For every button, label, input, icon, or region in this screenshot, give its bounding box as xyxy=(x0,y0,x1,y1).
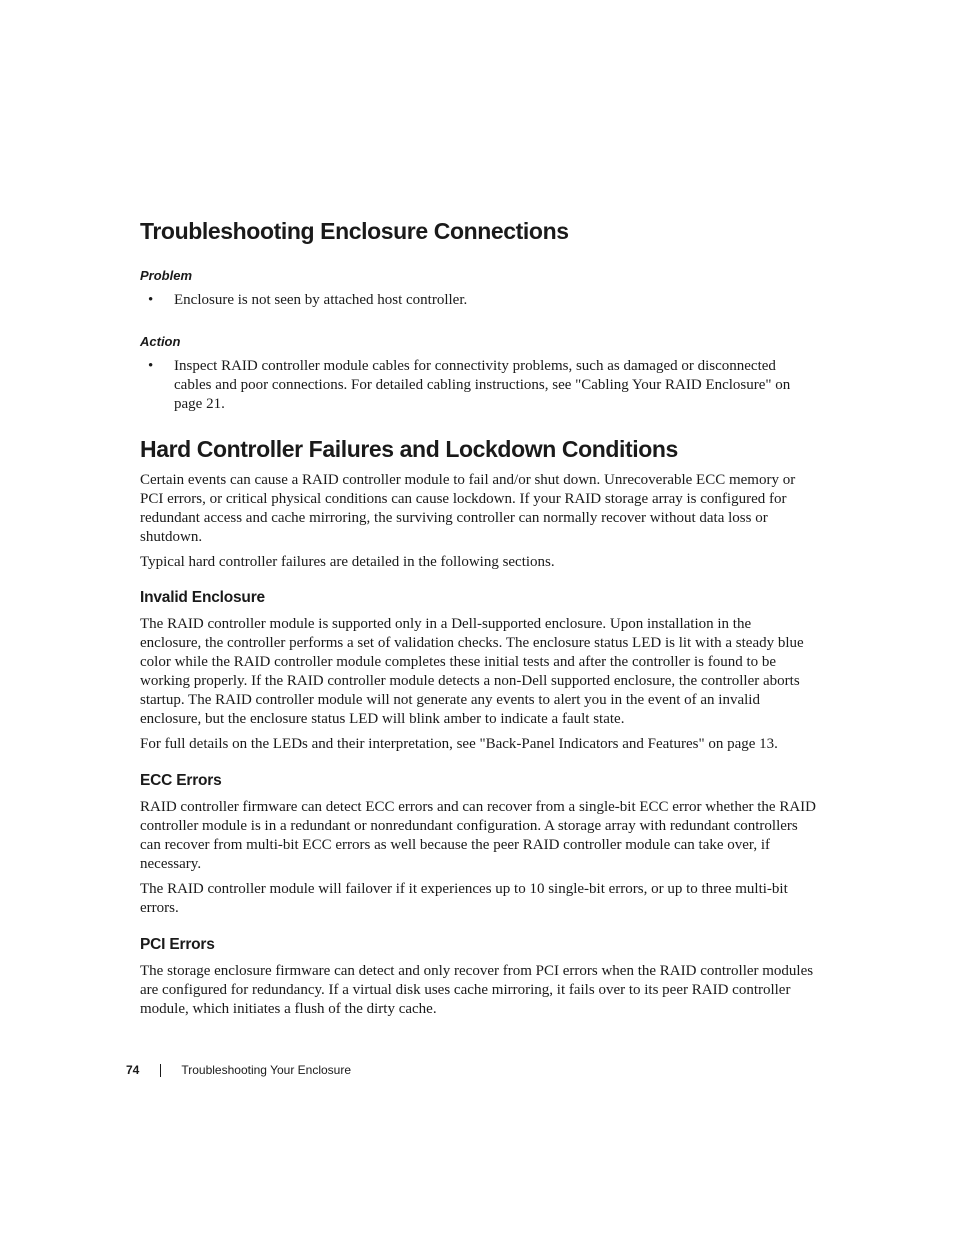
action-list xyxy=(140,357,816,414)
page-number: 74 xyxy=(126,1063,140,1077)
body-paragraph: The RAID controller module will failover if it experiences up to 10 single-bit errors, or up to three multi-bit errors. xyxy=(140,881,788,916)
bullet-icon: • xyxy=(148,292,154,308)
subsection-title-invalid-enclosure: Invalid Enclosure xyxy=(140,589,265,606)
section-title-hard-controller-failures: Hard Controller Failures and Lockdown Conditions xyxy=(140,436,678,462)
section-title-enclosure-connections: Troubleshooting Enclosure Connections xyxy=(140,218,569,244)
body-paragraph: The RAID controller module is supported only in a Dell-supported enclosure. Upon installation in the enclosure, the controller performs a set of validation checks. The enclosure status LED is lit with a steady blue color while the RAID controller module completes these initial tests and after the controller is found to be working properly. If the RAID controller module detects a non-Dell supported enclosure, the controller aborts startup. The RAID controller module will not generate any events to alert you in the event of an invalid enclosure, but the enclosure status LED will blink amber to indicate a fault state. xyxy=(140,616,804,727)
problem-list xyxy=(140,291,816,310)
subsection-title-pci-errors: PCI Errors xyxy=(140,936,215,953)
bullet-icon: • xyxy=(148,358,154,374)
page-content xyxy=(140,216,816,1019)
chapter-title: Troubleshooting Your Enclosure xyxy=(181,1063,352,1077)
body-paragraph: Typical hard controller failures are detailed in the following sections. xyxy=(140,554,555,570)
list-item: • Enclosure is not seen by attached host controller. xyxy=(148,292,468,308)
body-paragraph: The storage enclosure firmware can detect and only recover from PCI errors when the RAID controller modules are configured for redundancy. If a virtual disk uses cache mirroring, it fails over to its peer RAID controller module, which initiates a flush of the dirty cache. xyxy=(140,963,814,1017)
page-footer xyxy=(126,1062,351,1078)
body-paragraph: For full details on the LEDs and their interpretation, see "Back-Panel Indicators and Features" on page 13. xyxy=(140,736,778,752)
body-paragraph: Certain events can cause a RAID controller module to fail and/or shut down. Unrecoverable ECC memory or PCI errors, or critical physical conditions can cause lockdown. If your RAID storage array is configured for redundant access and cache mirroring, the surviving controller can normally recover without data loss or shutdown. xyxy=(140,472,796,545)
body-paragraph: RAID controller firmware can detect ECC errors and can recover from a single-bit ECC error whether the RAID controller module is in a redundant or nonredundant configuration. A storage array with redundant controllers can recover from multi-bit ECC errors as well because the peer RAID controller module can take over, if necessary. xyxy=(140,799,816,872)
problem-label: Problem xyxy=(140,268,193,283)
footer-divider xyxy=(160,1064,161,1077)
action-label: Action xyxy=(140,334,181,349)
list-item: • Inspect RAID controller module cables for connectivity problems, such as damaged or disconnected cables and poor connections. For detailed cabling instructions, see "Cabling Your RAID Enclosure" on page 21. xyxy=(148,358,791,412)
subsection-title-ecc-errors: ECC Errors xyxy=(140,772,222,789)
